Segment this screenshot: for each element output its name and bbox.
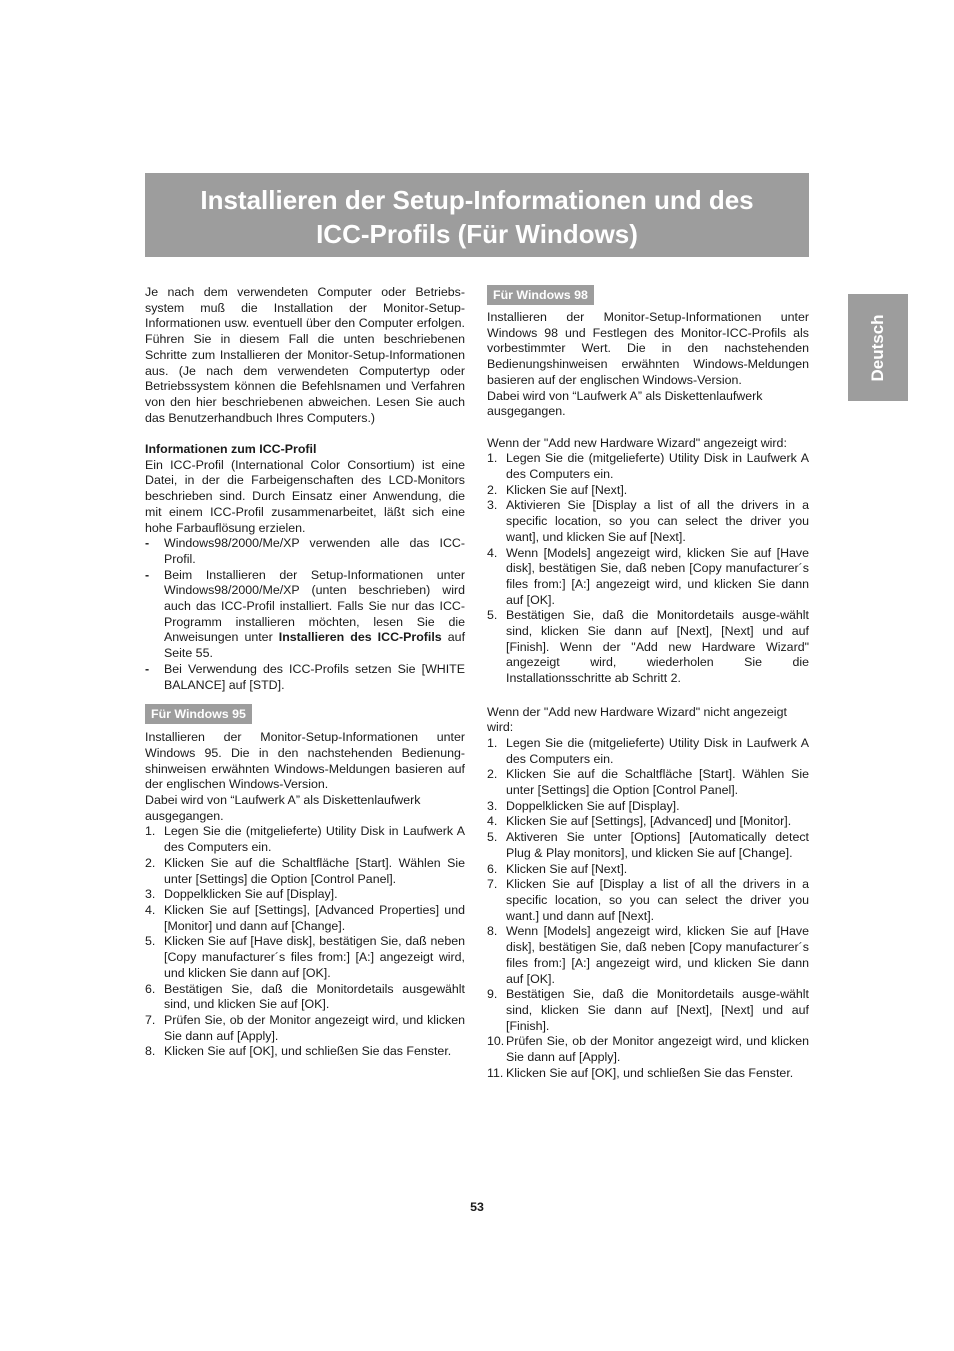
icc-bullet-text-end: auf Seite 55. [164, 630, 466, 661]
step-number: 10. [487, 1034, 505, 1049]
page-number: 53 [470, 1200, 484, 1214]
win98-section-label: Für Windows 98 [487, 285, 594, 305]
step-number: 2. [487, 482, 498, 497]
step-number: 6. [487, 861, 498, 876]
step-number: 4. [145, 903, 156, 917]
list-item [487, 862, 809, 878]
step-number: 8. [145, 1044, 156, 1059]
language-tab-label: Deutsch [868, 313, 887, 382]
list-item [487, 498, 809, 545]
step-text: Prüfen Sie, ob der Monitor angezeigt wird, und klicken Sie dann auf [Apply]. [506, 1034, 809, 1065]
win98-drive-note: Dabei wird von “Laufwerk A” als Diskettenlaufwerk ausgegangen. [487, 388, 763, 419]
win98-steps-wizard-not-shown [487, 736, 809, 1081]
step-text: Wenn [Models] angezeigt wird, klicken Sie auf [Have disk], bestätigen Sie, daß neben [Copy manufacturer´s files from:] [A:] angezeigt wird, und klicken Sie dann auf [OK]. [506, 545, 809, 607]
left-column [145, 285, 465, 1060]
icc-bullet-text: Bei Verwendung des ICC-Profils setzen Sie [WHITE BALANCE] auf [STD]. [164, 661, 465, 692]
list-item [487, 830, 809, 861]
step-text: Klicken Sie auf die Schaltfläche [Start]. Wählen Sie unter [Settings] die Option [Control Panel]. [506, 767, 809, 798]
win95-steps [145, 824, 465, 1060]
step-text: Klicken Sie auf [OK], und schließen Sie das Fenster. [164, 1044, 452, 1059]
step-number: 8. [487, 924, 498, 939]
step-number: 9. [487, 987, 498, 1002]
page-title-line-2: ICC-Profils (Für Windows) [316, 219, 638, 249]
win98-case-wizard-not-shown: Wenn der "Add new Hardware Wizard" nicht angezeigt wird: [487, 704, 787, 735]
step-number: 5. [145, 934, 156, 949]
step-number: 3. [487, 498, 498, 513]
intro-paragraph: Je nach dem verwendeten Computer oder Betriebs-system muß die Installation der Monitor-Setup-Informationen usw. eventuell über den Computer erfolgen. Führen Sie in diesem Fall die unten beschriebenen Schritte zum Installieren der Monitor-Setup-Informationen aus. (Je nach dem verwendeten Computertyp oder Betriebssystem können die Befehlsnamen und Verfahren von den hier beschriebenen abweichen. Lesen Sie auch das Benutzerhandbuch Ihres Computers.) [145, 285, 465, 425]
win98-steps-wizard-shown [487, 451, 809, 687]
step-number: 3. [487, 798, 498, 813]
win98-intro: Installieren der Monitor-Setup-Informationen unter Windows 98 und Festlegen des Monitor-ICC-Profils als vorbestimmter Wert. Die in den nachstehenden Bedienungshinweisen erwähnten Windows-Meldungen basieren auf der englischen Windows-Version. [487, 310, 809, 387]
step-text: Prüfen Sie, ob der Monitor angezeigt wird, und klicken Sie dann auf [Apply]. [164, 1012, 465, 1043]
step-text: Bestätigen Sie, daß die Monitordetails ausge-wählt sind, klicken Sie dann auf [Next], [Next] und auf [Finish]. [506, 987, 809, 1033]
win98-case-wizard-shown: Wenn der "Add new Hardware Wizard" angezeigt wird: [487, 435, 787, 450]
list-item [487, 924, 809, 987]
icc-install-reference: Installieren des ICC-Profils [278, 630, 442, 645]
bullet-marker: - [145, 661, 150, 676]
step-number: 7. [487, 877, 498, 892]
list-item [487, 546, 809, 609]
list-item [487, 987, 809, 1034]
step-text: Bestätigen Sie, daß die Monitordetails ausge-wählt sind, klicken Sie dann auf [Next], [Next] und auf [Finish]. Wenn der "Add new Hardware Wizard" angezeigt wird, wiederholen Sie die Installationsschritte ab Schritt 2. [506, 608, 809, 686]
list-item [145, 982, 465, 1013]
win95-section-label: Für Windows 95 [145, 704, 252, 724]
list-item [145, 887, 465, 903]
icc-bullet-text: Beim Installieren der Setup-Informationen unter Windows98/2000/Me/XP (unten beschrieben) wird auch das ICC-Profil installiert. Falls Sie nur das ICC-Programm installieren möchten, lesen Sie die Anweisungen unter [164, 567, 465, 645]
step-text: Klicken Sie auf [Next]. [506, 861, 628, 876]
icc-heading: Informationen zum ICC-Profil [145, 442, 317, 457]
list-item [487, 1066, 809, 1082]
step-number: 1. [145, 824, 156, 839]
list-item [487, 608, 809, 687]
step-number: 4. [487, 814, 498, 829]
step-text: Klicken Sie auf [Settings], [Advanced] und [Monitor]. [506, 814, 792, 829]
step-number: 3. [145, 887, 156, 902]
icc-bullet-text: Windows98/2000/Me/XP verwenden alle das ICC-Profil. [164, 536, 465, 566]
list-item [145, 1044, 465, 1060]
step-text: Wenn [Models] angezeigt wird, klicken Sie auf [Have disk], bestätigen Sie, daß neben [Copy manufacturer´s files from:] [A:] angezeigt wird, und klicken Sie dann auf [OK]. [506, 924, 809, 986]
right-column [487, 285, 809, 1081]
step-text: Legen Sie die (mitgelieferte) Utility Disk in Laufwerk A des Computers ein. [506, 735, 809, 766]
step-number: 1. [487, 451, 498, 466]
step-text: Aktiveren Sie unter [Options] [Automatically detect Plug & Play monitors], und klicken Sie auf [Change]. [506, 830, 809, 860]
icc-bullet-3 [145, 662, 465, 693]
step-number: 5. [487, 608, 498, 623]
page-title-line-1: Installieren der Setup-Informationen und des [200, 185, 754, 215]
win95-drive-note: Dabei wird von “Laufwerk A” als Diskettenlaufwerk ausgegangen. [145, 793, 421, 823]
icc-bullet-1 [145, 536, 465, 567]
list-item [145, 824, 465, 855]
language-tab [848, 294, 908, 401]
list-item [145, 934, 465, 981]
step-text: Aktivieren Sie [Display a list of all the drivers in a specific location, so you can select the driver you want], und klicken Sie auf [Next]. [506, 498, 809, 544]
list-item [487, 767, 809, 798]
step-number: 1. [487, 735, 498, 750]
step-text: Klicken Sie auf [Have disk], bestätigen Sie, daß neben [Copy manufacturer´s files from:] [A:] angezeigt wird, und klicken Sie dann auf [OK]. [164, 934, 465, 980]
step-text: Klicken Sie auf [Next]. [506, 482, 628, 497]
bullet-marker: - [145, 567, 150, 582]
step-text: Doppelklicken Sie auf [Display]. [506, 798, 680, 813]
list-item [487, 877, 809, 924]
page-title [145, 173, 809, 257]
list-item [487, 483, 809, 499]
icc-bullet-list [145, 536, 465, 693]
step-number: 7. [145, 1012, 156, 1027]
step-number: 2. [487, 767, 498, 782]
step-text: Klicken Sie auf [Display a list of all the drivers in a specific location, so you can select the driver you want.] und dann auf [Next]. [506, 877, 809, 923]
step-number: 2. [145, 855, 156, 870]
list-item [145, 1013, 465, 1044]
step-number: 6. [145, 981, 156, 996]
step-text: Klicken Sie auf [OK], und schließen Sie das Fenster. [506, 1065, 794, 1080]
win95-intro: Installieren der Monitor-Setup-Informationen unter Windows 95. Die in den nachstehenden Bedienung-shinweisen erwähnten Windows-Meldungen basieren auf der englischen Windows-Version. [145, 730, 465, 792]
step-number: 11. [487, 1065, 504, 1080]
list-item [487, 1034, 809, 1065]
list-item [487, 451, 809, 482]
step-text: Bestätigen Sie, daß die Monitordetails ausgewählt sind, und klicken Sie auf [OK]. [164, 981, 465, 1012]
step-text: Legen Sie die (mitgelieferte) Utility Disk in Laufwerk A des Computers ein. [164, 824, 465, 855]
icc-bullet-2 [145, 568, 465, 662]
list-item [145, 856, 465, 887]
list-item [487, 736, 809, 767]
list-item [145, 903, 465, 934]
icc-body: Ein ICC-Profil (International Color Consortium) ist eine Datei, in der die Farbeigenschaften des LCD-Monitors beschrieben sind. Durch Einsatz einer Anwendung, die mit einem ICC-Profil zusammenarbeitet, läßt sich eine hohe Farbauflösung erzielen. [145, 457, 465, 535]
step-text: Legen Sie die (mitgelieferte) Utility Disk in Laufwerk A des Computers ein. [506, 451, 809, 482]
step-text: Doppelklicken Sie auf [Display]. [164, 887, 338, 902]
bullet-marker: - [145, 536, 150, 551]
step-number: 5. [487, 830, 498, 845]
list-item [487, 814, 809, 830]
step-number: 4. [487, 545, 498, 560]
list-item [487, 799, 809, 815]
step-text: Klicken Sie auf die Schaltfläche [Start]. Wählen Sie unter [Settings] die Option [Control Panel]. [164, 855, 465, 886]
step-text: Klicken Sie auf [Settings], [Advanced Properties] und [Monitor] und dann auf [Change]. [164, 903, 465, 933]
